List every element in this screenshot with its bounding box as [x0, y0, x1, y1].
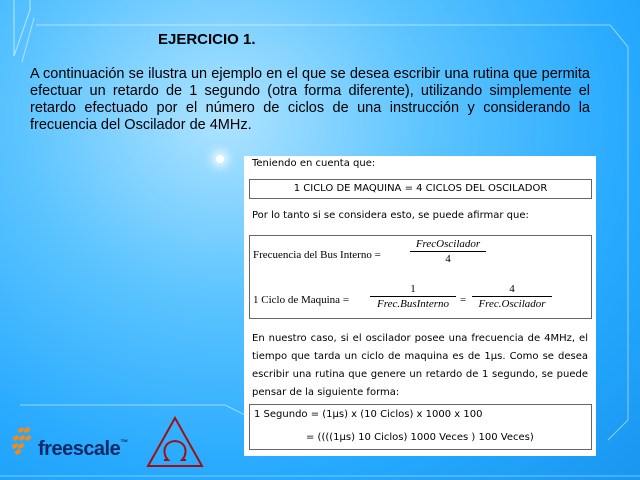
- eq2-denominator-1: Frec.BusInterno: [377, 298, 449, 310]
- freescale-logo-text: [38, 438, 128, 461]
- explanation-panel: [244, 156, 596, 456]
- eq2-numerator-1: 1: [410, 283, 416, 295]
- calc-line-1: 1 Segundo = (1µs) x (10 Ciclos) x 1000 x 100: [254, 409, 483, 420]
- calculation-box: [249, 404, 592, 450]
- logo-wordmark: freescale: [38, 438, 121, 460]
- omega-triangle-icon: [146, 416, 204, 468]
- cycle-definition-text: 1 CICLO DE MAQUINA = 4 CICLOS DEL OSCILADOR: [293, 183, 548, 194]
- eq1-numerator: FrecOscilador: [415, 238, 481, 250]
- eq1-left: Frecuencia del Bus Interno =: [253, 249, 381, 261]
- eq2-left: 1 Ciclo de Maquina =: [253, 294, 350, 306]
- sparkle-decoration: [216, 155, 224, 163]
- fraction-bar: [410, 251, 486, 252]
- panel-line-2: Por lo tanto si se considera esto, se puede afirmar que:: [252, 210, 529, 221]
- logo-trademark: ™: [120, 438, 128, 447]
- eq2-numerator-2: 4: [509, 283, 515, 295]
- slide-title: EJERCICIO 1.: [158, 31, 256, 48]
- fraction-bar: [472, 296, 552, 297]
- eq1-denominator: 4: [445, 253, 451, 265]
- eq2-fraction-2: [472, 283, 552, 310]
- eq2-equals: =: [460, 294, 467, 306]
- formula-box: [249, 235, 592, 319]
- explanation-paragraph: En nuestro caso, si el oscilador posee una frecuencia de 4MHz, el tiempo que tarda un ciclo de maquina es de 1µs. Como se desea escribir una rutina que genere un retardo de 1 segundo, se puede pensar de la siguiente forma:: [252, 333, 588, 398]
- intro-paragraph: A continuación se ilustra un ejemplo en el que se desea escribir una rutina que permita efectuar un retardo de 1 segundo (otra forma diferente), utilizando simplemente el retardo efectuado por el número de ciclos de una instrucción y considerando la frecuencia del Oscilador de 4MHz.: [30, 66, 590, 133]
- cycle-definition-box: [249, 179, 592, 199]
- eq2-fraction-1: [370, 283, 456, 310]
- fraction-bar: [370, 296, 456, 297]
- eq1-fraction: [410, 238, 486, 265]
- calc-line-2: = ((((1µs) 10 Ciclos) 1000 Veces ) 100 Veces): [306, 432, 534, 443]
- panel-line-1: Teniendo en cuenta que:: [252, 158, 376, 169]
- freescale-logo-icon: [10, 426, 40, 456]
- eq2-denominator-2: Frec.Oscilador: [478, 298, 546, 310]
